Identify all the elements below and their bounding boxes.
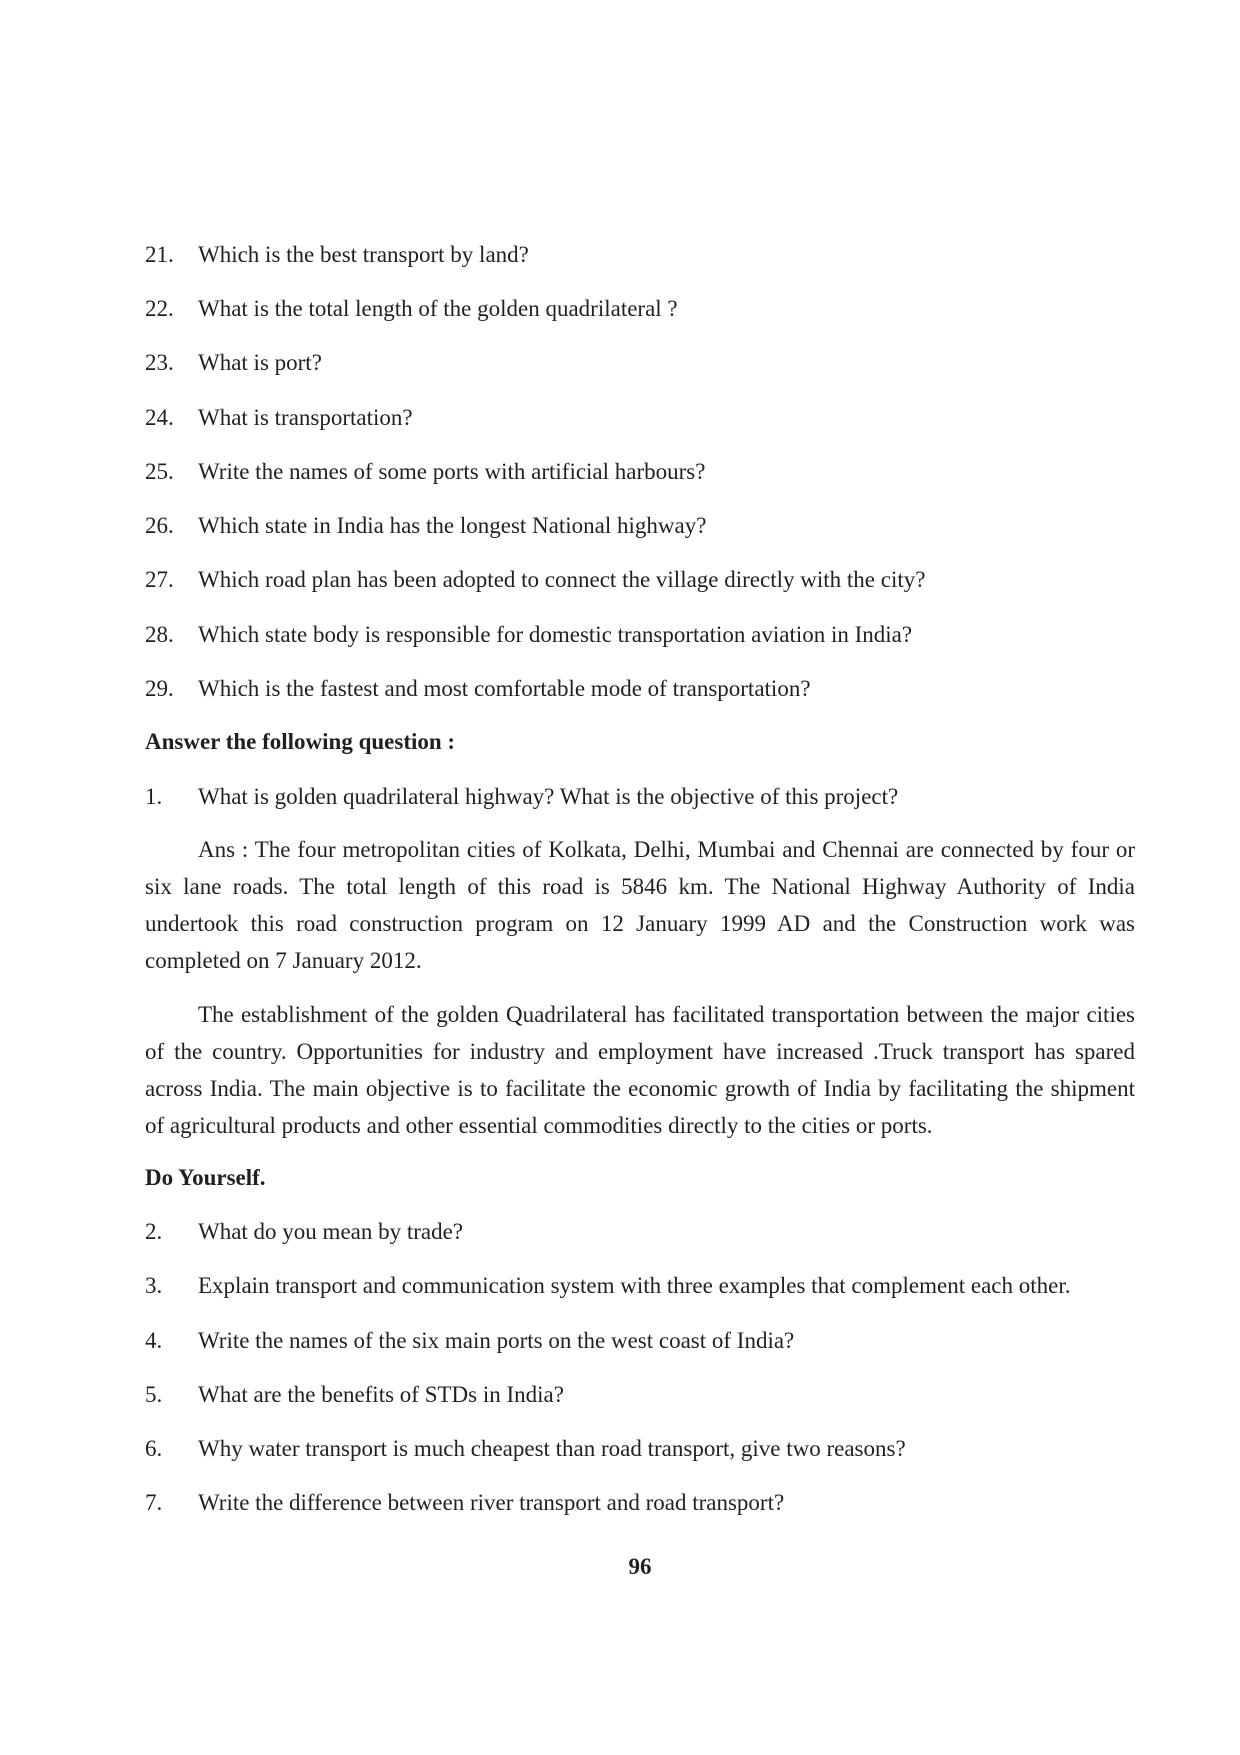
question-21 [145,240,529,270]
question-number: 29. [145,676,174,701]
do-yourself-question-2 [145,1217,463,1247]
question-text: What is transportation? [198,405,413,430]
question-27 [145,565,925,595]
do-yourself-heading: Do Yourself. [145,1165,266,1190]
question-29 [145,674,811,704]
question-text: Which is the fastest and most comfortable mode of transportation? [198,676,811,701]
question-text: What is port? [198,350,322,375]
answer-section-heading: Answer the following question : [145,729,456,754]
question-23 [145,348,322,378]
question-text: What do you mean by trade? [198,1219,464,1244]
do-yourself-question-6 [145,1434,906,1464]
question-26 [145,511,706,541]
question-number: 28. [145,622,174,647]
question-number: 1. [145,784,163,809]
question-25 [145,457,705,487]
answer-paragraph-1: Ans : The four metropolitan cities of Kolkata, Delhi, Mumbai and Chennai are connected by four or six lane roads. The total length of this road is 5846 km. The National Highway Authority of India undertook this road construction program on 12 January 1999 AD and the Construction work was completed on 7 January 2012. [145,837,1135,973]
question-text: Write the difference between river transport and road transport? [198,1490,785,1515]
question-22 [145,294,678,324]
answer-paragraph-2: The establishment of the golden Quadrilateral has facilitated transportation between the major cities of the country. Opportunities for industry and employment have increased .Truck transport has spared across India. The main objective is to facilitate the economic growth of India by facilitating the shipment of agricultural products and other essential commodities directly to the cities or ports. [145,1002,1135,1138]
answer-question-1 [145,782,898,812]
question-number: 3. [145,1273,163,1298]
question-text: Which state body is responsible for domestic transportation aviation in India? [198,622,913,647]
do-yourself-question-3 [145,1271,1070,1301]
question-28 [145,620,912,650]
question-number: 6. [145,1436,163,1461]
question-text: Write the names of the six main ports on the west coast of India? [198,1328,795,1353]
question-text: What is golden quadrilateral highway? What is the objective of this project? [198,784,899,809]
question-text: Which road plan has been adopted to connect the village directly with the city? [198,567,926,592]
do-yourself-question-4 [145,1326,794,1356]
do-yourself-question-5 [145,1380,564,1410]
question-number: 24. [145,405,174,430]
question-text: What are the benefits of STDs in India? [198,1382,564,1407]
question-number: 21. [145,242,174,267]
question-number: 27. [145,567,174,592]
question-number: 26. [145,513,174,538]
question-number: 25. [145,459,174,484]
question-text: Explain transport and communication system with three examples that complement each other. [198,1273,1071,1298]
question-text: Which is the best transport by land? [198,242,529,267]
question-number: 4. [145,1328,163,1353]
question-number: 7. [145,1490,163,1515]
question-number: 5. [145,1382,163,1407]
question-24 [145,403,413,433]
question-number: 2. [145,1219,163,1244]
question-number: 23. [145,350,174,375]
page-number: 96 [628,1554,652,1579]
question-number: 22. [145,296,174,321]
question-text: Which state in India has the longest National highway? [198,513,707,538]
question-text: What is the total length of the golden quadrilateral ? [198,296,678,321]
question-text: Why water transport is much cheapest than road transport, give two reasons? [198,1436,906,1461]
do-yourself-question-7 [145,1488,784,1518]
question-text: Write the names of some ports with artificial harbours? [198,459,706,484]
